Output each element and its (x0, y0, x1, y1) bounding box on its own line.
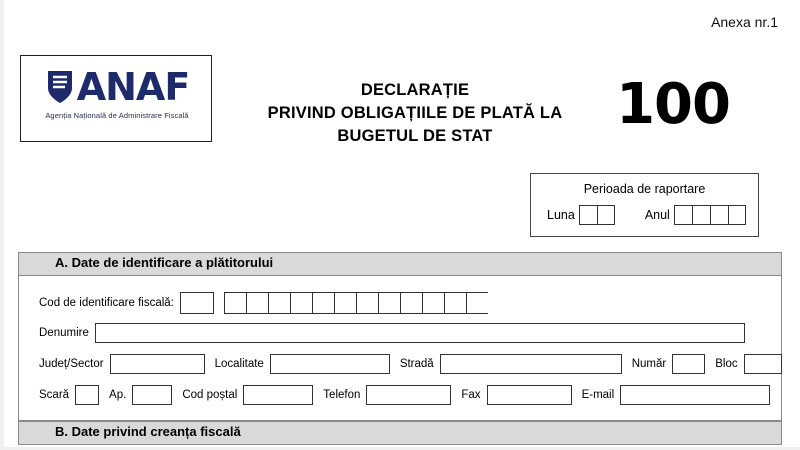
form-number: 100 (616, 72, 730, 137)
staircase-label: Scară (39, 389, 70, 401)
apartment-input[interactable] (132, 385, 172, 405)
locality-input[interactable] (270, 354, 390, 374)
fiscal-code-cell[interactable] (312, 292, 334, 314)
fiscal-code-cell[interactable] (334, 292, 356, 314)
page-edge-left (0, 0, 4, 450)
fax-input[interactable] (487, 385, 572, 405)
fiscal-code-cell[interactable] (356, 292, 378, 314)
section-a-title: A. Date de identificare a plătitorului (55, 255, 274, 270)
fiscal-code-label: Cod de identificare fiscală: (39, 297, 174, 309)
phone-input[interactable] (366, 385, 451, 405)
number-label: Număr (631, 358, 667, 370)
anaf-wordmark: ANAF (76, 65, 190, 109)
email-input[interactable] (620, 385, 770, 405)
county-input[interactable] (110, 354, 205, 374)
fax-label: Fax (461, 389, 481, 401)
fiscal-code-cell[interactable] (246, 292, 268, 314)
street-input[interactable] (440, 354, 622, 374)
fiscal-code-cell[interactable] (400, 292, 422, 314)
address-row (39, 354, 782, 374)
county-label: Județ/Sector (39, 358, 104, 370)
form-title-line-1: DECLARAȚIE (360, 81, 470, 99)
phone-label: Telefon (323, 389, 361, 401)
section-a-body (18, 276, 782, 421)
fiscal-code-input[interactable] (224, 292, 488, 314)
year-input[interactable] (674, 205, 746, 225)
shield-icon (45, 68, 75, 106)
month-cell[interactable] (597, 205, 615, 225)
name-label: Denumire (39, 327, 89, 339)
fiscal-code-prefix-input[interactable] (180, 292, 214, 314)
fiscal-code-cell[interactable] (378, 292, 400, 314)
block-label: Bloc (715, 358, 738, 370)
month-cell[interactable] (579, 205, 597, 225)
section-b-title: B. Date privind creanța fiscală (55, 424, 241, 439)
name-input[interactable] (95, 323, 745, 343)
year-cell[interactable] (710, 205, 728, 225)
reporting-period-title: Perioada de raportare (583, 182, 706, 196)
block-input[interactable] (744, 354, 782, 374)
postal-code-label: Cod poștal (182, 389, 238, 401)
fiscal-code-cell[interactable] (444, 292, 466, 314)
fiscal-code-cell[interactable] (268, 292, 290, 314)
fiscal-code-cell[interactable] (466, 292, 488, 314)
name-row (39, 323, 745, 343)
email-label: E-mail (581, 389, 615, 401)
number-input[interactable] (672, 354, 705, 374)
year-label: Anul (644, 208, 670, 222)
annex-label: Anexa nr.1 (711, 14, 778, 30)
month-input[interactable] (579, 205, 615, 225)
address-row-2 (39, 385, 770, 405)
apartment-label: Ap. (109, 389, 127, 401)
street-label: Stradă (399, 358, 434, 370)
form-title-line-3: BUGETUL DE STAT (337, 127, 493, 145)
fiscal-code-cell[interactable] (290, 292, 312, 314)
fiscal-code-row (39, 292, 488, 314)
fiscal-code-cell[interactable] (224, 292, 246, 314)
anaf-subtitle: Agenția Națională de Administrare Fiscală (45, 111, 189, 120)
form-title (220, 79, 610, 148)
staircase-input[interactable] (75, 385, 99, 405)
anaf-logo (20, 55, 212, 142)
fiscal-code-cell[interactable] (422, 292, 444, 314)
form-header (20, 55, 780, 155)
form-title-line-2: PRIVIND OBLIGAȚIILE DE PLATĂ LA (267, 104, 563, 122)
postal-code-input[interactable] (243, 385, 313, 405)
year-cell[interactable] (692, 205, 710, 225)
year-cell[interactable] (728, 205, 746, 225)
year-cell[interactable] (674, 205, 692, 225)
reporting-period-box (530, 173, 759, 237)
month-label: Luna (547, 208, 575, 222)
locality-label: Localitate (214, 358, 264, 370)
